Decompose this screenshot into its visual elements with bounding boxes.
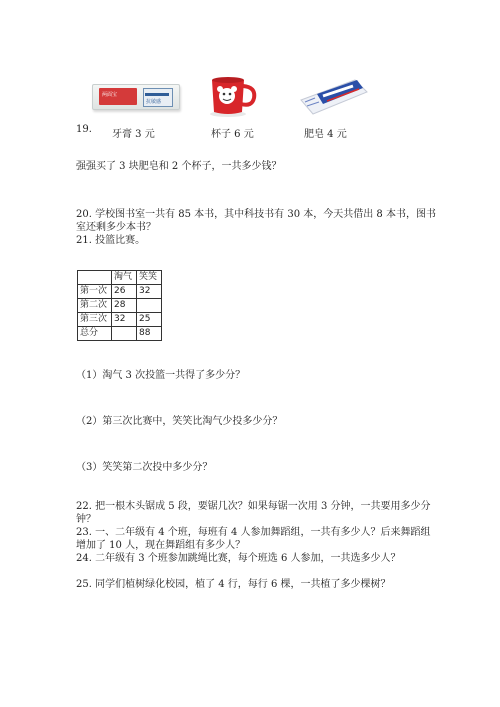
table-row-label: 第二次 (78, 299, 112, 313)
table-header-row (78, 271, 162, 285)
problem-21-title: 21. 投篮比赛。 (76, 235, 146, 246)
problem-19-number: 19. (76, 124, 92, 135)
soap-price-label: 肥皂 4 元 (304, 129, 347, 140)
table-row (78, 327, 162, 341)
problem-20-line-1: 20. 学校图书室一共有 85 本书，其中科技书有 30 本，今天共借出 8 本书，图书 (76, 209, 436, 220)
toothpaste-brand-left: 两面宝 (102, 92, 118, 98)
table-row-label: 第三次 (78, 313, 112, 327)
table-row (78, 313, 162, 327)
table-corner-cell (78, 271, 112, 285)
problem-22-line-1: 22. 把一根木头锯成 5 段，要锯几次？如果每锯一次用 3 分钟，一共要用多少分 (76, 501, 431, 512)
toothpaste-brand-right: 抗敏感 (146, 99, 162, 105)
score-table (77, 270, 162, 341)
toothpaste-price-label: 牙膏 3 元 (112, 129, 155, 140)
table-cell (112, 327, 137, 341)
table-cell: 26 (112, 285, 137, 299)
problem-19-question: 强强买了 3 块肥皂和 2 个杯子，一共多少钱？ (76, 161, 282, 172)
problem-23-line-1: 23. 一、二年级有 4 个班，每班有 4 人参加舞蹈组，一共有多少人？后来舞蹈组 (76, 527, 431, 538)
table-row-label: 第一次 (78, 285, 112, 299)
table-row-label: 总分 (78, 327, 112, 341)
table-row (78, 285, 162, 299)
problem-20-line-2: 室还剩多少本书？ (76, 222, 156, 233)
table-row (78, 299, 162, 313)
table-cell: 88 (137, 327, 162, 341)
problem-21-question-1: （1）淘气 3 次投篮一共得了多少分？ (76, 370, 246, 381)
table-cell (137, 299, 162, 313)
problem-22-line-2: 钟？ (76, 514, 96, 525)
table-header-xiaoxiao: 笑笑 (137, 271, 162, 285)
table-cell: 28 (112, 299, 137, 313)
problem-24-line-1: 24. 二年级有 3 个班参加跳绳比赛，每个班选 6 人参加，一共选多少人？ (76, 553, 401, 564)
soap-icon (293, 74, 373, 118)
cup-price-label: 杯子 6 元 (211, 129, 254, 140)
problem-21-question-2: （2）第三次比赛中，笑笑比淘气少投多少分？ (76, 416, 283, 427)
table-cell: 32 (112, 313, 137, 327)
toothpaste-icon (92, 84, 180, 110)
toothpaste-blue-band (145, 93, 169, 96)
table-cell: 32 (137, 285, 162, 299)
problem-25-line-1: 25. 同学们植树绿化校园，植了 4 行，每行 6 棵，一共植了多少棵树？ (76, 579, 391, 590)
table-header-taoqi: 淘气 (112, 271, 137, 285)
problem-21-question-3: （3）笑笑第二次投中多少分？ (76, 462, 213, 473)
problem-23-line-2: 增加了 10 人，现在舞蹈组有多少人？ (76, 540, 246, 551)
table-cell: 25 (137, 313, 162, 327)
cup-icon (206, 74, 258, 118)
